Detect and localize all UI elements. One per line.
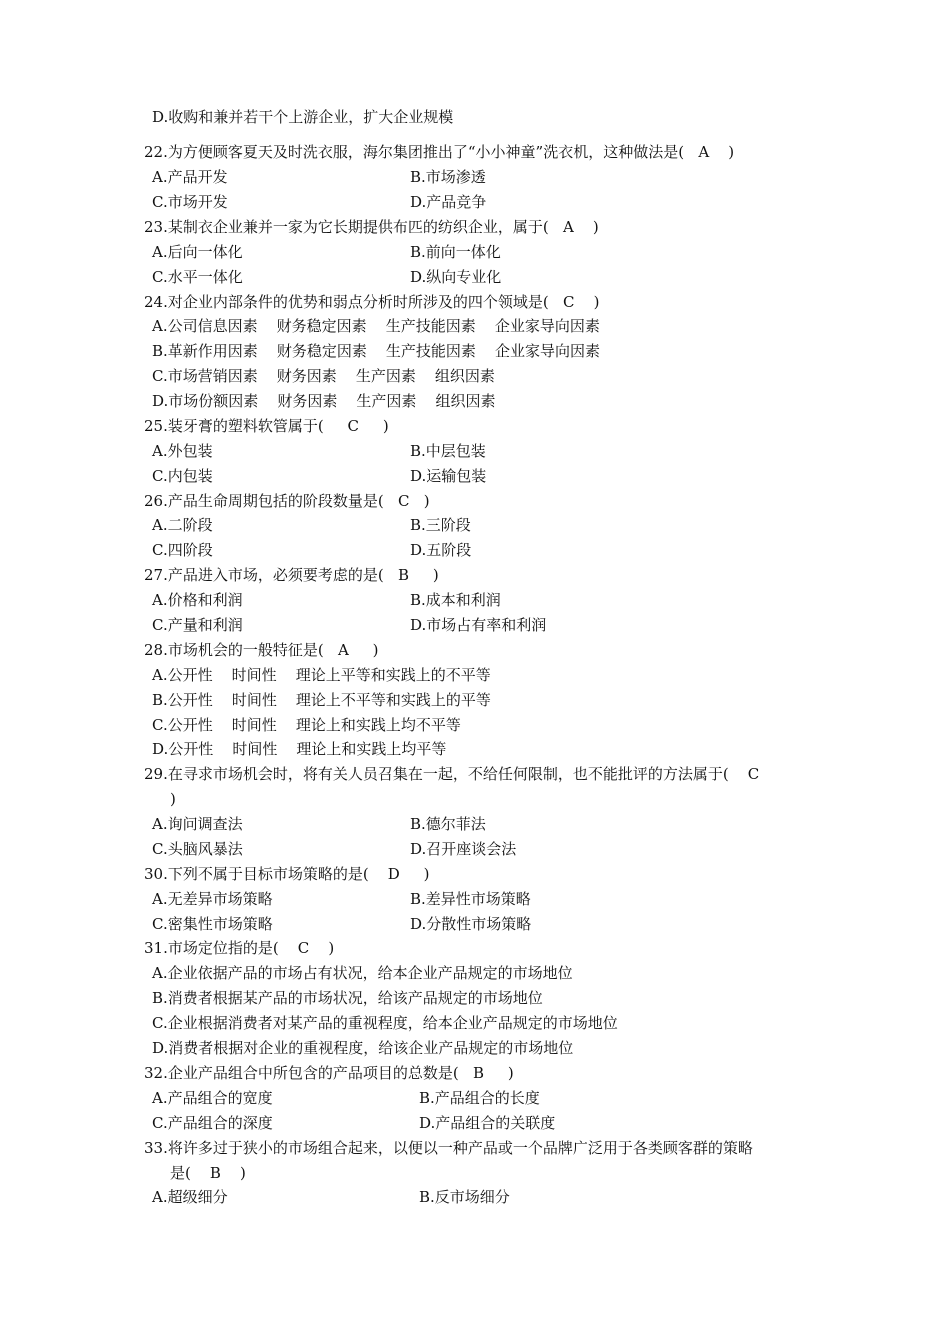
- option-line: B.公开性 时间性 理论上不平等和实践上的平等: [152, 691, 491, 709]
- option-line: B.成本和利润: [410, 591, 501, 609]
- question-line: 30.下列不属于目标市场策略的是( D ): [144, 865, 430, 883]
- option-line: A.公司信息因素 财务稳定因素 生产技能因素 企业家导向因素: [152, 317, 600, 335]
- option-line: B.差异性市场策略: [410, 890, 531, 908]
- question-line: 32.企业产品组合中所包含的产品项目的总数是( B ): [144, 1064, 514, 1082]
- question-line: 28.市场机会的一般特征是( A ): [144, 641, 379, 659]
- question-line: 26.产品生命周期包括的阶段数量是( C ): [144, 492, 430, 510]
- option-line: A.企业依据产品的市场占有状况，给本企业产品规定的市场地位: [152, 964, 573, 982]
- option-line: C.公开性 时间性 理论上和实践上均不平等: [152, 716, 461, 734]
- option-line: D.消费者根据对企业的重视程度，给该企业产品规定的市场地位: [152, 1039, 574, 1057]
- option-line: A.询问调查法: [152, 815, 243, 833]
- option-line: D.召开座谈会法: [410, 840, 517, 858]
- option-line: B.德尔菲法: [410, 815, 486, 833]
- option-line: C.水平一体化: [152, 268, 243, 286]
- question-line: 33.将许多过于狭小的市场组合起来，以便以一种产品或一个品牌广泛用于各类顾客群的策略: [144, 1139, 753, 1157]
- option-line: B.中层包装: [410, 442, 486, 460]
- question-line: 31.市场定位指的是( C ): [144, 939, 335, 957]
- option-line: C.市场开发: [152, 193, 228, 211]
- option-line: B.市场渗透: [410, 168, 486, 186]
- option-line: A.二阶段: [152, 516, 213, 534]
- question-line: 29.在寻求市场机会时，将有关人员召集在一起，不给任何限制，也不能批评的方法属于( C: [144, 765, 760, 783]
- option-line: B.产品组合的长度: [419, 1089, 540, 1107]
- option-line: D.产品组合的关联度: [419, 1114, 556, 1132]
- option-line: C.头脑风暴法: [152, 840, 243, 858]
- option-line: C.内包装: [152, 467, 213, 485]
- option-line: C.企业根据消费者对某产品的重视程度，给本企业产品规定的市场地位: [152, 1014, 618, 1032]
- option-line: C.产量和利润: [152, 616, 243, 634]
- question-line: 27.产品进入市场，必须要考虑的是( B ): [144, 566, 439, 584]
- option-line: D.五阶段: [410, 541, 472, 559]
- option-line: B.反市场细分: [419, 1188, 510, 1206]
- option-line: B.消费者根据某产品的市场状况，给该产品规定的市场地位: [152, 989, 543, 1007]
- option-line: D.运输包装: [410, 467, 487, 485]
- question-line: 23.某制衣企业兼并一家为它长期提供布匹的纺织企业，属于( A ): [144, 218, 599, 236]
- option-line: A.公开性 时间性 理论上平等和实践上的不平等: [152, 666, 491, 684]
- option-line: A.无差异市场策略: [152, 890, 273, 908]
- question-line: 24.对企业内部条件的优势和弱点分析时所涉及的四个领域是( C ): [144, 293, 600, 311]
- option-line: B.三阶段: [410, 516, 471, 534]
- option-line: D.产品竞争: [410, 193, 487, 211]
- question-line: 25.装牙膏的塑料软管属于( C ): [144, 417, 389, 435]
- option-line: A.外包装: [152, 442, 213, 460]
- option-line: A.超级细分: [152, 1188, 228, 1206]
- option-line: A.价格和利润: [152, 591, 243, 609]
- option-line: D.收购和兼并若干个上游企业，扩大企业规模: [152, 108, 454, 126]
- option-line: A.后向一体化: [152, 243, 243, 261]
- question-continuation: 是( B ): [170, 1164, 246, 1182]
- option-line: C.市场营销因素 财务因素 生产因素 组织因素: [152, 367, 495, 385]
- option-line: D.公开性 时间性 理论上和实践上均平等: [152, 740, 447, 758]
- option-line: D.市场占有率和利润: [410, 616, 547, 634]
- option-line: B.革新作用因素 财务稳定因素 生产技能因素 企业家导向因素: [152, 342, 601, 360]
- option-line: C.产品组合的深度: [152, 1114, 273, 1132]
- option-line: A.产品组合的宽度: [152, 1089, 273, 1107]
- question-continuation: ): [170, 790, 176, 808]
- option-line: C.四阶段: [152, 541, 213, 559]
- option-line: C.密集性市场策略: [152, 915, 273, 933]
- option-line: A.产品开发: [152, 168, 228, 186]
- option-line: D.分散性市场策略: [410, 915, 532, 933]
- option-line: D.纵向专业化: [410, 268, 502, 286]
- option-line: D.市场份额因素 财务因素 生产因素 组织因素: [152, 392, 496, 410]
- question-line: 22.为方便顾客夏天及时洗衣服，海尔集团推出了“小小神童”洗衣机，这种做法是( A ): [144, 143, 735, 161]
- option-line: B.前向一体化: [410, 243, 501, 261]
